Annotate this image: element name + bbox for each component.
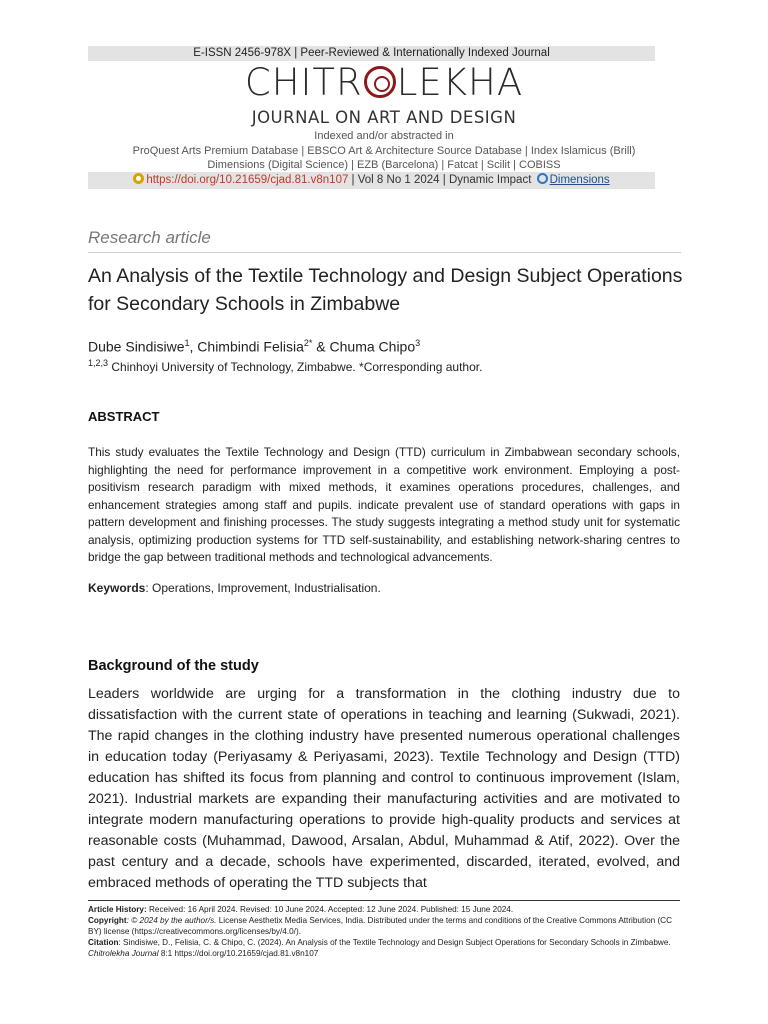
footer-divider <box>88 900 680 901</box>
indexed-databases-line2: Dimensions (Digital Science) | EZB (Barcelona) | Fatcat | Scilit | COBISS <box>207 159 561 171</box>
doi-icon <box>133 173 144 184</box>
keywords-value: : Operations, Improvement, Industrialisation. <box>145 581 381 595</box>
citation-label: Citation <box>88 938 119 947</box>
affiliation <box>88 358 482 374</box>
author-3-sup: 3 <box>415 338 421 348</box>
journal-title <box>0 60 768 106</box>
indexed-databases-line1: ProQuest Arts Premium Database | EBSCO Art & Architecture Source Database | Index Islamicus (Brill) <box>132 145 636 157</box>
author-separator: & <box>312 338 330 355</box>
abstract-body: This study evaluates the Textile Technology and Design (TTD) curriculum in Zimbabwean secondary schools, highlighting the need for performance improvement in a competitive work environment. Employing a post-positivism research paradigm with mixed methods, it examines operations procedures, challenges, and enhancement strategies among staff and pupils. indicate prevalent use of standard operations with gaps in pattern development and finishing processes. The study suggests integrating a method study unit for systematic analysis, optimizing production systems for TTD self-sustainability, and establishing network-sharing centres to bridge the gap between traditional methods and technological advancements. <box>88 445 680 564</box>
author-3: Chuma Chipo <box>329 338 416 355</box>
history-text: Received: 16 April 2024. Revised: 10 June 2024. Accepted: 12 June 2024. Published: 15 June 2024. <box>146 905 514 914</box>
affiliation-text: Chinhoyi University of Technology, Zimbabwe. *Corresponding author. <box>108 360 483 374</box>
doi-banner <box>88 172 655 189</box>
article-footer <box>88 904 680 959</box>
issn-text: E-ISSN 2456-978X | Peer-Reviewed & Internationally Indexed Journal <box>193 47 550 59</box>
author-1-sup: 1 <box>184 338 190 348</box>
dimensions-icon <box>537 173 548 184</box>
journal-subtitle: JOURNAL ON ART AND DESIGN <box>251 108 517 127</box>
history-label: Article History: <box>88 905 147 914</box>
divider <box>88 252 681 253</box>
keywords-label: Keywords <box>88 581 146 595</box>
copyright-label: Copyright <box>88 916 127 925</box>
article-type: Research article <box>88 228 211 247</box>
author-2: Chimbindi Felisia <box>197 338 304 355</box>
citation-journal: Chitrolekha Journal <box>88 949 159 958</box>
author-separator: , <box>189 338 198 355</box>
author-1: Dube Sindisiwe <box>88 338 185 355</box>
author-2-sup: 2* <box>303 338 313 348</box>
copyright <box>88 915 680 937</box>
copyright-year: : © 2024 by the author/s. <box>126 916 217 925</box>
article-history <box>88 904 680 915</box>
article-title: An Analysis of the Textile Technology and Design Subject Operations for Secondary Schools in Zimbabwe <box>88 265 683 315</box>
keywords <box>88 581 381 595</box>
indexed-heading: Indexed and/or abstracted in <box>314 130 454 142</box>
dimensions-link[interactable]: Dimensions <box>549 174 610 186</box>
journal-seal-icon <box>364 66 396 98</box>
copyright-text: License Aesthetix Media Services, India. Distributed under the terms and conditions of the Creative Commons Attribution (CC BY) license (https://creativecommons.org/licenses/by/4.0/). <box>88 916 673 936</box>
author-list <box>88 338 420 355</box>
background-body: Leaders worldwide are urging for a transformation in the clothing industry due to dissatisfaction with the current state of operations in teaching and learning (Sukwadi, 2021). The rapid changes in the clothing industry have presented numerous operational challenges in education today (Periyasamy & Periyasami, 2023). Textile Technology and Design (TTD) education has shifted its focus from planning and control to continuous improvement (Islam, 2021). Industrial markets are expanding their manufacturing activities and are motivated to integrate modern manufacturing operations to provide high-quality products and services at reasonable costs (Muhammad, Dawood, Arsalan, Abdul, Muhammad & Atif, 2022). Over the past century and a decade, schools have experimented, discarded, iterated, evolved, and embraced methods of operating the TTD subjects that <box>88 686 680 891</box>
citation-text: : Sindisiwe, D., Felisia, C. & Chipo, C. (2024). An Analysis of the Textile Technology and Design Subject Operations for Secondary Schools in Zimbabwe. <box>118 938 671 947</box>
journal-title-left: CHITR <box>244 61 363 104</box>
affiliation-sup: 1,2,3 <box>88 358 109 368</box>
volume-info: | Vol 8 No 1 2024 | Dynamic Impact <box>348 174 535 186</box>
abstract-heading: ABSTRACT <box>88 409 160 424</box>
citation-doi: 8:1 https://doi.org/10.21659/cjad.81.v8n107 <box>158 949 319 958</box>
issn-banner <box>88 46 655 61</box>
journal-title-right: LEKHA <box>396 61 524 104</box>
section-heading-background: Background of the study <box>88 658 259 674</box>
citation <box>88 937 680 959</box>
doi-link[interactable]: https://doi.org/10.21659/cjad.81.v8n107 <box>146 174 349 186</box>
